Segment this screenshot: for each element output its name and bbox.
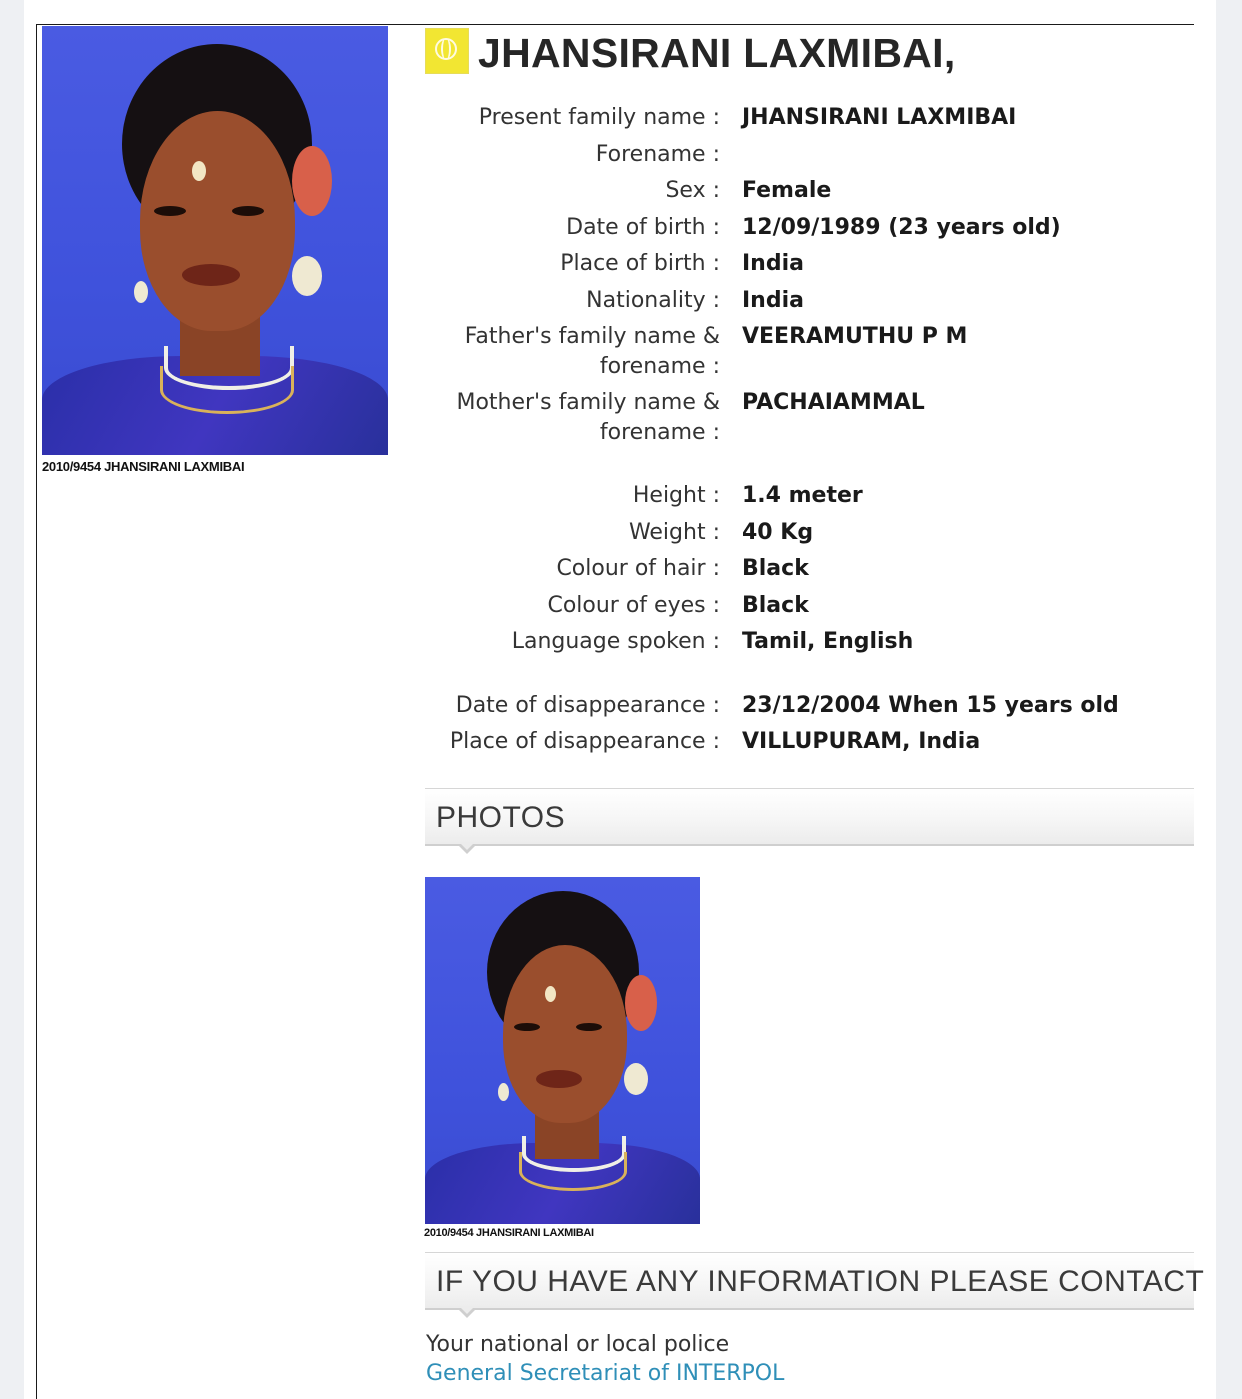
value-colour-of-hair: Black: [742, 556, 809, 581]
page-title: JHANSIRANI LAXMIBAI,: [478, 30, 956, 76]
label-place-of-disappearance: Place of disappearance :: [449, 729, 720, 754]
label-date-of-birth: Date of birth :: [566, 215, 720, 240]
label-mother-line2: forename :: [599, 420, 720, 445]
content-frame-left: [36, 24, 37, 1399]
main-photo[interactable]: [42, 26, 388, 455]
interpol-secretariat-link[interactable]: General Secretariat of INTERPOL: [426, 1361, 785, 1386]
label-colour-of-hair: Colour of hair :: [556, 556, 720, 581]
value-height: 1.4 meter: [742, 483, 863, 508]
label-father-line2: forename :: [599, 354, 720, 379]
contact-section-header: [425, 1252, 1205, 1310]
label-mother-line1: Mother's family name &: [456, 390, 720, 415]
label-forename: Forename :: [595, 142, 720, 167]
label-weight: Weight :: [628, 520, 720, 545]
photos-section-header: [425, 788, 1194, 846]
main-photo-caption: 2010/9454 JHANSIRANI LAXMIBAI: [42, 459, 245, 474]
value-date-of-birth: 12/09/1989 (23 years old): [742, 215, 1061, 240]
value-mother-name: PACHAIAMMAL: [742, 390, 925, 415]
value-date-of-disappearance: 23/12/2004 When 15 years old: [742, 693, 1119, 718]
label-present-family-name: Present family name :: [478, 105, 720, 130]
section-notch-icon: [457, 844, 477, 854]
contact-section-title: IF YOU HAVE ANY INFORMATION PLEASE CONTACT: [436, 1265, 1205, 1298]
label-date-of-disappearance: Date of disappearance :: [455, 693, 720, 718]
label-place-of-birth: Place of birth :: [560, 251, 720, 276]
value-place-of-birth: India: [742, 251, 804, 276]
value-language-spoken: Tamil, English: [742, 629, 914, 654]
value-place-of-disappearance: VILLUPURAM, India: [742, 729, 981, 754]
label-father-line1: Father's family name &: [464, 324, 720, 349]
value-father-name: VEERAMUTHU P M: [742, 324, 968, 349]
value-colour-of-eyes: Black: [742, 593, 809, 618]
contact-police-text: Your national or local police: [426, 1332, 730, 1357]
label-height: Height :: [632, 483, 720, 508]
value-sex: Female: [742, 178, 832, 203]
photos-section-title: PHOTOS: [436, 801, 566, 834]
label-nationality: Nationality :: [586, 288, 720, 313]
gallery-photo-thumbnail[interactable]: [425, 877, 700, 1224]
value-nationality: India: [742, 288, 804, 313]
label-colour-of-eyes: Colour of eyes :: [547, 593, 720, 618]
label-language-spoken: Language spoken :: [511, 629, 720, 654]
interpol-logo-icon: [425, 28, 469, 74]
label-sex: Sex :: [665, 178, 720, 203]
value-present-family-name: JHANSIRANI LAXMIBAI: [742, 105, 1017, 130]
gallery-photo-caption: 2010/9454 JHANSIRANI LAXMIBAI: [424, 1227, 594, 1239]
content-frame-top: [36, 24, 1194, 25]
section-notch-icon: [457, 1308, 477, 1318]
value-weight: 40 Kg: [742, 520, 814, 545]
